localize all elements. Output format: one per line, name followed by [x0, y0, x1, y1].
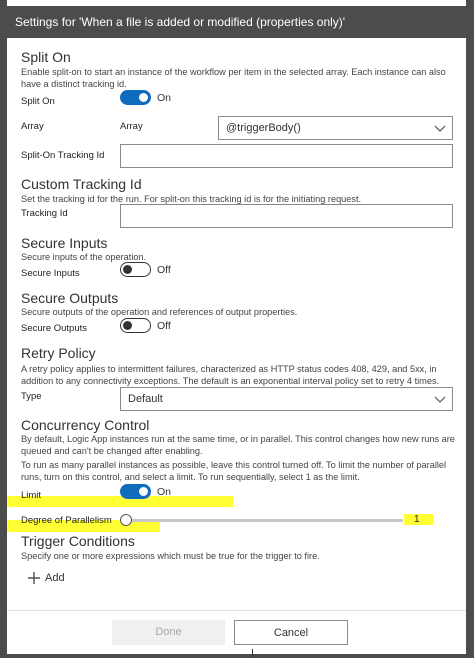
custom-tracking-description: Set the tracking id for the run. For split-on this tracking id is for the initiating request.	[21, 194, 362, 204]
trigger-conditions-description: Specify one or more expressions which must be true for the trigger to fire.	[21, 551, 320, 561]
secure-outputs-state: Off	[157, 320, 171, 332]
parallelism-slider-track[interactable]	[125, 519, 403, 522]
text-cursor	[252, 649, 253, 657]
parallelism-label: Degree of Parallelism	[21, 515, 112, 526]
split-on-tracking-label: Split-On Tracking Id	[21, 150, 105, 161]
split-on-title: Split On	[21, 49, 71, 65]
toggle-knob	[123, 265, 132, 274]
toggle-knob	[139, 93, 148, 102]
array-dropdown[interactable]	[218, 116, 453, 140]
split-on-tracking-input[interactable]	[120, 144, 453, 168]
concurrency-title: Concurrency Control	[21, 417, 150, 433]
secure-inputs-toggle[interactable]	[120, 262, 151, 277]
split-on-description: Enable split-on to start an instance of the workflow per item in the selected array. Each instance can also have a distinct tracking id.	[21, 67, 446, 89]
split-on-state: On	[157, 92, 172, 104]
split-on-label: Split On	[21, 96, 55, 107]
retry-policy-description: A retry policy applies to intermittent failures, characterized as HTTP status codes 408, 429, and 5xx, in addition to any connectivity exceptions. The default is an exponential interval policy set to retry 4 times.	[21, 364, 440, 386]
retry-type-dropdown[interactable]	[120, 387, 453, 411]
array-value: @triggerBody()	[226, 122, 301, 134]
add-condition-label: Add	[45, 572, 65, 584]
secure-inputs-description: Secure inputs of the operation.	[21, 252, 147, 262]
limit-toggle[interactable]	[120, 484, 151, 499]
toggle-knob	[139, 487, 148, 496]
done-button[interactable]: Done	[112, 620, 225, 645]
secure-outputs-toggle[interactable]	[120, 318, 151, 333]
array-label: Array	[21, 121, 44, 132]
tracking-id-label: Tracking Id	[21, 208, 68, 219]
secure-inputs-label: Secure Inputs	[21, 268, 80, 279]
parallelism-value: 1	[414, 514, 420, 525]
secure-inputs-title: Secure Inputs	[21, 235, 108, 251]
tracking-id-input[interactable]	[120, 204, 453, 228]
limit-label: Limit	[21, 490, 42, 501]
chevron-down-icon	[434, 393, 446, 405]
plus-icon	[28, 572, 40, 584]
concurrency-description-2: To run as many parallel instances as possible, leave this control turned off. To limit the number of parallel runs, turn on this control, and select a limit. To run sequentially, select 1 as the limit.	[21, 460, 447, 482]
parallelism-slider-thumb[interactable]	[120, 514, 132, 526]
cancel-button[interactable]: Cancel	[234, 620, 348, 645]
concurrency-description-1: By default, Logic App instances run at the same time, or in parallel. This control changes how new runs are queued and can't be changed after enabling.	[21, 434, 455, 456]
secure-inputs-state: Off	[157, 264, 171, 276]
array-sublabel: Array	[120, 121, 143, 132]
dialog-title: Settings for 'When a file is added or modified (properties only)'	[7, 6, 466, 38]
toggle-knob	[123, 321, 132, 330]
retry-type-label: Type	[21, 391, 42, 402]
trigger-conditions-title: Trigger Conditions	[21, 533, 135, 549]
secure-outputs-title: Secure Outputs	[21, 290, 119, 306]
chevron-down-icon	[434, 122, 446, 134]
limit-state: On	[157, 486, 172, 498]
retry-policy-title: Retry Policy	[21, 345, 96, 361]
secure-outputs-description: Secure outputs of the operation and references of output properties.	[21, 307, 298, 317]
footer-divider	[7, 610, 466, 611]
custom-tracking-title: Custom Tracking Id	[21, 176, 142, 192]
split-on-toggle[interactable]	[120, 90, 151, 105]
dialog-bottom-border	[0, 654, 474, 658]
secure-outputs-label: Secure Outputs	[21, 323, 88, 334]
retry-type-value: Default	[128, 393, 163, 405]
